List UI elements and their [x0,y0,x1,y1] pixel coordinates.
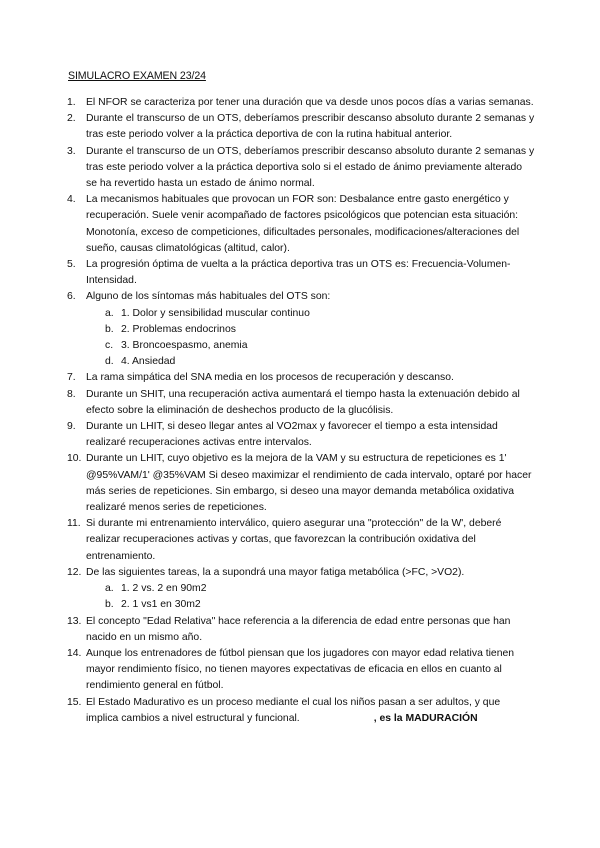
item-text: Durante un LHIT, cuyo objetivo es la mejora de la VAM y su estructura de repeticiones es 1' @95%VAM/1' @35%VAM Si deseo maximizar el rendimiento de cada intervalo, optaré por hacer más series de repeticiones. Sin embargo, si deseo una mayor demanda metabólica oxidativa realizaré menos series de repeticiones. [86,453,532,514]
item-text: De las siguientes tareas, la a supondrá una mayor fatiga metabólica (>FC, >VO2). [86,566,465,578]
item-number: 2. [67,113,76,125]
item-text: El concepto "Edad Relativa" hace referencia a la diferencia de edad entre personas que han nacido en un mismo año. [86,615,511,643]
list-item [67,370,535,386]
list-item [67,695,535,727]
list-item [67,419,535,451]
item-number: 11. [67,518,81,530]
list-item [67,111,535,143]
item-number: 1. [67,97,76,108]
page-title: SIMULACRO EXAMEN 23/24 [68,70,206,82]
item-text: Si durante mi entrenamiento interválico, quiero asegurar una "protección" de la W', deberé realizar recuperaciones activas y cortas, que favorezcan la contribución oxidativa del entrenamiento. [86,518,502,562]
item-number: 10. [67,453,82,465]
list-item [67,614,535,646]
sub-item-label: a. [105,583,114,595]
sub-item-text: 3. Broncoespasmo, anemia [121,340,248,352]
list-item [67,565,535,581]
sub-item [67,306,535,322]
item-number: 15. [67,696,82,708]
sub-item [67,597,535,613]
sub-item-text: 2. 1 vs1 en 30m2 [121,599,201,611]
item-number: 7. [67,372,76,384]
sub-item-label: a. [105,307,114,319]
sub-item-label: d. [105,356,114,368]
item-text: Durante un LHIT, si deseo llegar antes al VO2max y favorecer el tiempo a esta intensidad realizaré recuperaciones activas entre intervalos. [86,421,498,449]
sub-item-label: b. [105,599,114,611]
sub-item-text: 1. Dolor y sensibilidad muscular continuo [121,307,310,319]
list-item [67,289,535,305]
item-text: El NFOR se caracteriza por tener una duración que va desde unos pocos días a varias semanas. [86,97,534,108]
item-number: 3. [67,145,76,157]
item-number: 5. [67,259,76,271]
item-number: 4. [67,194,76,206]
item-text-answer: , es la MADURACIÓN [373,712,478,724]
sub-item [67,581,535,597]
item-text: Durante el transcurso de un OTS, deberíamos prescribir descanso absoluto durante 2 semanas y tras este periodo volver a la práctica deportiva solo si el estado de ánimo previamente alterado se ha revertido hasta un estado de ánimo normal. [86,145,535,190]
item-number: 9. [67,421,76,433]
list-item [67,516,535,565]
item-text: La rama simpática del SNA media en los procesos de recuperación y descanso. [86,372,454,384]
sub-item-label: b. [105,323,114,335]
item-text [86,695,535,727]
list-item [67,257,535,289]
list-item [67,646,535,695]
sub-item-text: 4. Ansiedad [121,356,176,368]
list-item [67,387,535,419]
item-text: Durante un SHIT, una recuperación activa aumentará el tiempo hasta la extenuación debido al efecto sobre la eliminación de deshechos producto de la glucólisis. [86,388,520,416]
item-number: 14. [67,647,82,659]
sub-item-text: 1. 2 vs. 2 en 90m2 [121,583,207,595]
sub-item-text: 2. Problemas endocrinos [121,323,236,335]
item-text: La mecanismos habituales que provocan un FOR son: Desbalance entre gasto energético y recuperación. Suele venir acompañado de factores psicológicos que potencian esta situación: Monotonía, exceso de competiciones, dificultades personales, modificaciones/alteraciones del sueño, causas climatológicas (altitud, calor). [86,194,520,254]
question-list [67,95,535,727]
item-text-main: El Estado Madurativo es un proceso mediante el cual los niños pasan a ser adultos, y que implica cambios a nivel estructural y funcional. [86,696,501,724]
item-number: 12. [67,566,82,578]
list-item [67,451,535,516]
list-item [67,144,535,193]
sub-item [67,354,535,370]
item-number: 6. [67,291,76,303]
item-number: 13. [67,615,82,627]
sub-item-label: c. [105,340,114,352]
item-text: Aunque los entrenadores de fútbol piensan que los jugadores con mayor edad relativa tienen mayor rendimiento físico, no tienen mayores expectativas de eficacia en ellos en cuanto al rendimiento general en fútbol. [86,647,515,692]
sub-item [67,322,535,338]
item-text: Alguno de los síntomas más habituales del OTS son: [86,291,331,303]
item-text: La progresión óptima de vuelta a la práctica deportiva tras un OTS es: Frecuencia-Volumen-Intensidad. [86,259,511,287]
list-item [67,95,535,111]
item-text: Durante el transcurso de un OTS, deberíamos prescribir descanso absoluto durante 2 semanas y tras este periodo volver a la práctica deportiva de con la rutina habitual anterior. [86,113,535,141]
sub-item [67,338,535,354]
list-item [67,192,535,257]
item-number: 8. [67,388,76,400]
